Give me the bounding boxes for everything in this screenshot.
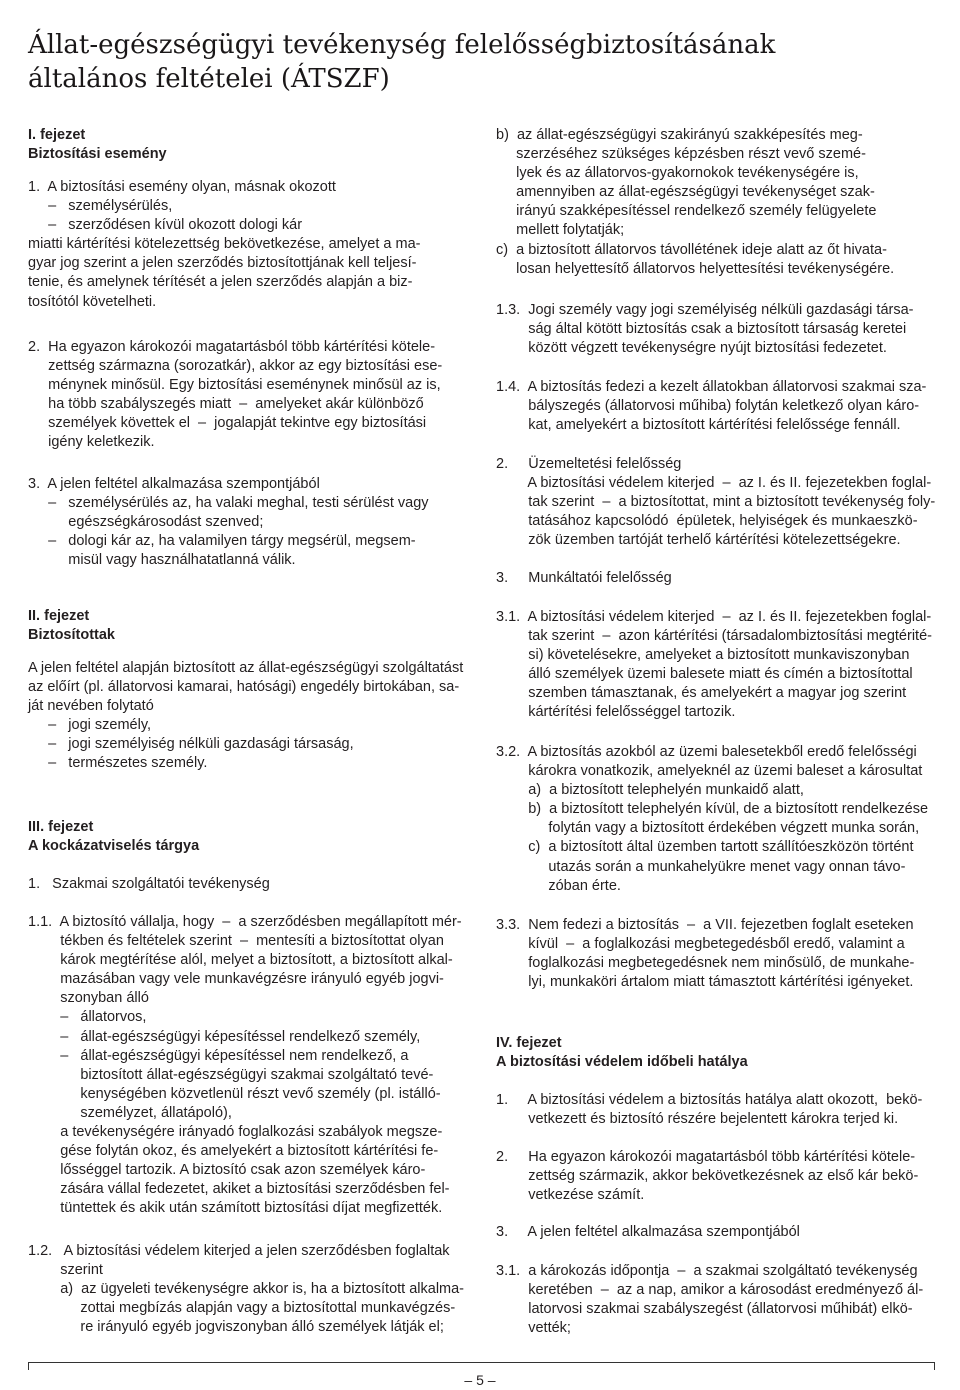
text-line: a) az ügyeleti tevékenységre akkor is, ha a biztosított alkalma- <box>28 1281 465 1298</box>
text-line: lősséggel tartozik. A biztosító csak azon személyek káro- <box>28 1162 426 1179</box>
chapter-4-para-1 <box>496 1091 934 1129</box>
text-line: ha több szabályszegés miatt – amelyeket akár különböző <box>28 396 424 413</box>
text-line: b) a biztosított telephelyén kívül, de a biztosított rendelkezése <box>496 801 929 818</box>
chapter-1 <box>28 126 468 164</box>
chapter-1-para-1 <box>28 178 468 312</box>
text-line: szonyban álló <box>28 990 149 1007</box>
text-line: 3. A jelen feltétel alkalmazása szempontjából <box>28 476 320 492</box>
chapter-3-section-1 <box>28 875 468 894</box>
page-number: – 5 – <box>464 1372 496 1388</box>
section-2 <box>496 455 934 550</box>
text-line: 3.1. a károkozás időpontja – a szakmai szolgáltató tevékenység <box>496 1263 918 1279</box>
text-line: – természetes személy. <box>28 755 208 772</box>
text-line: – állatorvos, <box>28 1009 147 1026</box>
text-line: utazás során a munkahelyükre menet vagy onnan távo- <box>496 858 906 875</box>
chapter-3-subheading: A kockázatviselés tárgya <box>28 838 200 855</box>
text-line: károk megtérítése alól, melyet a biztosított, a biztosított alkal- <box>28 952 453 969</box>
text-line: A biztosítási védelem kiterjed – az I. és II. fejezetekben foglal- <box>496 475 932 492</box>
clause-1-2-continued <box>496 126 934 279</box>
text-line: károkra vonatkozik, amelyeknél az üzemi baleset a károsultat <box>496 763 923 780</box>
text-line: ménynek minősül. Egy biztosítási eseménynek minősül az is, <box>28 377 441 394</box>
text-line: A jelen feltétel alapján biztosított az állat-egészségügyi szolgáltatást <box>28 660 464 676</box>
text-line: c) a biztosított állatorvos távollétének ideje alatt az őt hivata- <box>496 241 887 258</box>
text-line: mazásában vagy vele munkavégzésre irányuló egyéb jogvi- <box>28 971 444 988</box>
text-line: zottai megbízás alapján vagy a biztosítottal munkavégzés- <box>28 1300 456 1317</box>
clause-3-1 <box>496 608 934 723</box>
chapter-4-para-3 <box>496 1223 934 1242</box>
text-line: lyi, munkaköri ártalom miatt támasztott kártérítési igényeket. <box>496 974 914 991</box>
text-line: 2. Ha egyazon károkozói magatartásból több kártérítési kötele- <box>28 339 436 355</box>
text-line: vették; <box>496 1320 571 1337</box>
bottom-rule-right-tick <box>934 1362 935 1370</box>
text-line: 2. Ha egyazon károkozói magatartásból több kártérítési kötele- <box>496 1149 916 1165</box>
text-line: 3.2. A biztosítás azokból az üzemi balesetekből eredő felelősségi <box>496 744 917 760</box>
text-line: keretében – az a nap, amikor a károsodást eredményező ál- <box>496 1282 924 1299</box>
clause-1-3 <box>496 301 934 358</box>
text-line: vetkezése számít. <box>496 1187 645 1204</box>
chapter-4 <box>496 1034 934 1072</box>
text-line: tatásához kapcsolódó épületek, helyiségek és munkaeszkö- <box>496 513 918 530</box>
text-line: egészségkárosodást szenved; <box>28 514 264 531</box>
clause-1-4 <box>496 378 934 435</box>
text-line: – állat-egészségügyi képesítéssel rendelkező személy, <box>28 1028 421 1045</box>
text-line: vetkezett és biztosító részére bejelentett károkra terjed ki. <box>496 1111 899 1128</box>
chapter-2-heading: II. fejezet <box>28 608 90 624</box>
text-line: között végzett tevékenységre nyújt biztosítási fedezetet. <box>496 340 887 357</box>
text-line: c) a biztosított által üzemben tartott szállítóeszközön történt <box>496 839 914 856</box>
text-line: 3.1. A biztosítási védelem kiterjed – az I. és II. fejezetekben foglal- <box>496 609 932 625</box>
text-line: – személysérülés az, ha valaki meghal, testi sérülést vagy <box>28 495 429 512</box>
text-line: 1.2. A biztosítási védelem kiterjed a jelen szerződésben foglaltak <box>28 1243 450 1259</box>
text-line: gyar jog szerint a jelen szerződés biztosítottjának kell teljesí- <box>28 255 417 272</box>
text-line: si) követelésekre, amelyeket a biztosított munkaviszonyban <box>496 647 910 664</box>
text-line: – szerződésen kívül okozott dologi kár <box>28 217 303 234</box>
text-line: foglalkozási megbetegedésnek nem minősülő, de munkahe- <box>496 955 915 972</box>
text-line: gése folytán okoz, és amelyekért a biztosított kártérítési fe- <box>28 1143 439 1160</box>
text-line: a) a biztosított telephelyén munkaidő alatt, <box>496 782 804 799</box>
chapter-1-para-2 <box>28 338 468 453</box>
text-line: tüntettek és akik után számított biztosítási díjat megfizették. <box>28 1200 443 1217</box>
text-line: zóban érte. <box>496 877 621 894</box>
text-line: 2. Üzemeltetési felelősség <box>496 456 682 472</box>
text-line: zettség származik, akkor bekövetkezésnek az első kár bekö- <box>496 1168 919 1185</box>
text-line: irányú szakképesítéssel rendelkező személy felügyelete <box>496 203 877 220</box>
chapter-4-heading: IV. fejezet <box>496 1035 562 1051</box>
text-line: kártérítési felelősséggel tartozik. <box>496 704 736 721</box>
text-line: – dologi kár az, ha valamilyen tárgy megsérül, megsem- <box>28 533 416 550</box>
text-line: mellett folytatják; <box>496 222 625 239</box>
section-3 <box>496 569 934 588</box>
text-line: ság által kötött biztosítás csak a biztosított társaság keretei <box>496 321 907 338</box>
text-line: – jogi személy, <box>28 717 152 734</box>
document-title <box>28 28 928 96</box>
text-line: 1.1. A biztosító vállalja, hogy – a szerződésben megállapított mér- <box>28 914 462 930</box>
text-line: – állat-egészségügyi képesítéssel nem rendelkező, a <box>28 1047 409 1064</box>
text-line: igény keletkezik. <box>28 434 155 451</box>
text-line: bályszegés (állatorvosi műhiba) folytán keletkező olyan káro- <box>496 398 920 415</box>
chapter-1-heading: I. fejezet <box>28 127 86 143</box>
text-line: tak szerint – azon kártérítési (társadalombiztosítási megtérité- <box>496 628 932 645</box>
text-line: szemben támasztanak, és amelyekért a magyar jog szerint <box>496 685 907 702</box>
chapter-4-subheading: A biztosítási védelem időbeli hatálya <box>496 1054 748 1071</box>
text-line: személyzet, állatápoló), <box>28 1104 232 1121</box>
text-line: tosítótól követelheti. <box>28 293 157 310</box>
text-line: – személysérülés, <box>28 198 173 215</box>
text-line: 1. A biztosítási védelem a biztosítás hatálya alatt okozott, bekö- <box>496 1092 923 1108</box>
text-line: misül vagy használhatatlanná válik. <box>28 552 296 569</box>
text-line: 3.3. Nem fedezi a biztosítás – a VII. fejezetben foglalt eseteken <box>496 917 914 933</box>
text-line: az előírt (pl. állatorvosi kamarai, hatósági) engedély birtokában, sa- <box>28 679 460 696</box>
chapter-2-para-1 <box>28 659 468 774</box>
chapter-4-clause-3-1 <box>496 1262 934 1338</box>
text-line: 3. A jelen feltétel alkalmazása szempontjából <box>496 1224 800 1240</box>
text-line: b) az állat-egészségügyi szakirányú szakképesítés meg- <box>496 127 863 143</box>
text-line: lyek és az állatorvos-gyakornokok tevékenységére is, <box>496 165 859 182</box>
section-1-title: 1. Szakmai szolgáltatói tevékenység <box>28 876 270 892</box>
text-line: biztosított állat-egészségügyi szakmai szolgáltató tevé- <box>28 1066 434 1083</box>
text-line: kenységében közvetlenül részt vevő személy (pl. istálló- <box>28 1085 441 1102</box>
text-line: 1.3. Jogi személy vagy jogi személyiség nélküli gazdasági társa- <box>496 302 914 318</box>
title-line-2: általános feltételei (ÁTSZF) <box>28 64 390 94</box>
text-line: szerint <box>28 1262 103 1279</box>
chapter-3-heading: III. fejezet <box>28 819 94 835</box>
chapter-1-subheading: Biztosítási esemény <box>28 146 167 163</box>
clause-3-2 <box>496 743 934 896</box>
text-line: szerzéséhez szükséges képzésben részt vevő szemé- <box>496 146 866 163</box>
clause-3-3 <box>496 916 934 992</box>
text-line: zettség származna (sorozatkár), akkor az egy biztosítási ese- <box>28 358 443 375</box>
chapter-2-subheading: Biztosítottak <box>28 627 115 644</box>
text-line: amennyiben az állat-egészségügyi tevékenységet szak- <box>496 184 875 201</box>
chapter-2 <box>28 607 468 645</box>
bottom-rule <box>28 1362 934 1363</box>
text-line: kat, amelyekért a biztosított kártérítési felelőssége fennáll. <box>496 417 901 434</box>
text-line: személyek követtek el – jogalapját tekintve egy biztosítási <box>28 415 427 432</box>
text-line: tenie, és amelynek térítését a jelen szerződés alapján a biz- <box>28 274 413 291</box>
chapter-4-para-2 <box>496 1148 934 1205</box>
text-line: latorvosi szakmai szabályszegést (állatorvosi műhibát) elkö- <box>496 1301 913 1318</box>
chapter-3 <box>28 818 468 856</box>
text-line: re irányuló egyéb jogviszonyban álló személyek látják el; <box>28 1319 444 1336</box>
text-line: kívül – a foglalkozási megbetegedésből eredő, valamint a <box>496 936 905 953</box>
chapter-1-para-3 <box>28 475 468 570</box>
text-line: ját nevében folytató <box>28 698 154 715</box>
text-line: folytán vagy a biztosított érdekében végzett munka során, <box>496 820 920 837</box>
text-line: miatti kártérítési kötelezettség bekövetkezése, amelyet a ma- <box>28 236 421 253</box>
title-line-1: Állat-egészségügyi tevékenység felelősségbiztosításának <box>28 30 776 60</box>
text-line: 1.4. A biztosítás fedezi a kezelt állatokban állatorvosi szakmai sza- <box>496 379 927 395</box>
text-line: losan helyettesítő állatorvos helyettesítési tevékenységére. <box>496 260 895 277</box>
text-line: zök üzemben tartóját terhelő kártérítési kötelezettségekre. <box>496 532 901 549</box>
text-line: álló személyek üzemi balesete miatt és címén a biztosítottal <box>496 666 913 683</box>
section-3-title: 3. Munkáltatói felelősség <box>496 570 672 586</box>
text-line: 1. A biztosítási esemény olyan, másnak okozott <box>28 179 336 195</box>
clause-1-2 <box>28 1242 468 1337</box>
bottom-rule-left-tick <box>28 1362 29 1370</box>
text-line: a tevékenységére irányadó foglalkozási szabályok megsze- <box>28 1124 443 1141</box>
clause-1-1 <box>28 913 468 1219</box>
text-line: zására vállal fedezetet, akiket a biztosítási szerződésben fel- <box>28 1181 450 1198</box>
text-line: tak szerint – a biztosítottat, mint a biztosított tevékenység foly- <box>496 494 936 511</box>
text-line: tékben és feltételek szerint – mentesíti a biztosítottat olyan <box>28 933 444 950</box>
text-line: – jogi személyiség nélküli gazdasági társaság, <box>28 736 354 753</box>
